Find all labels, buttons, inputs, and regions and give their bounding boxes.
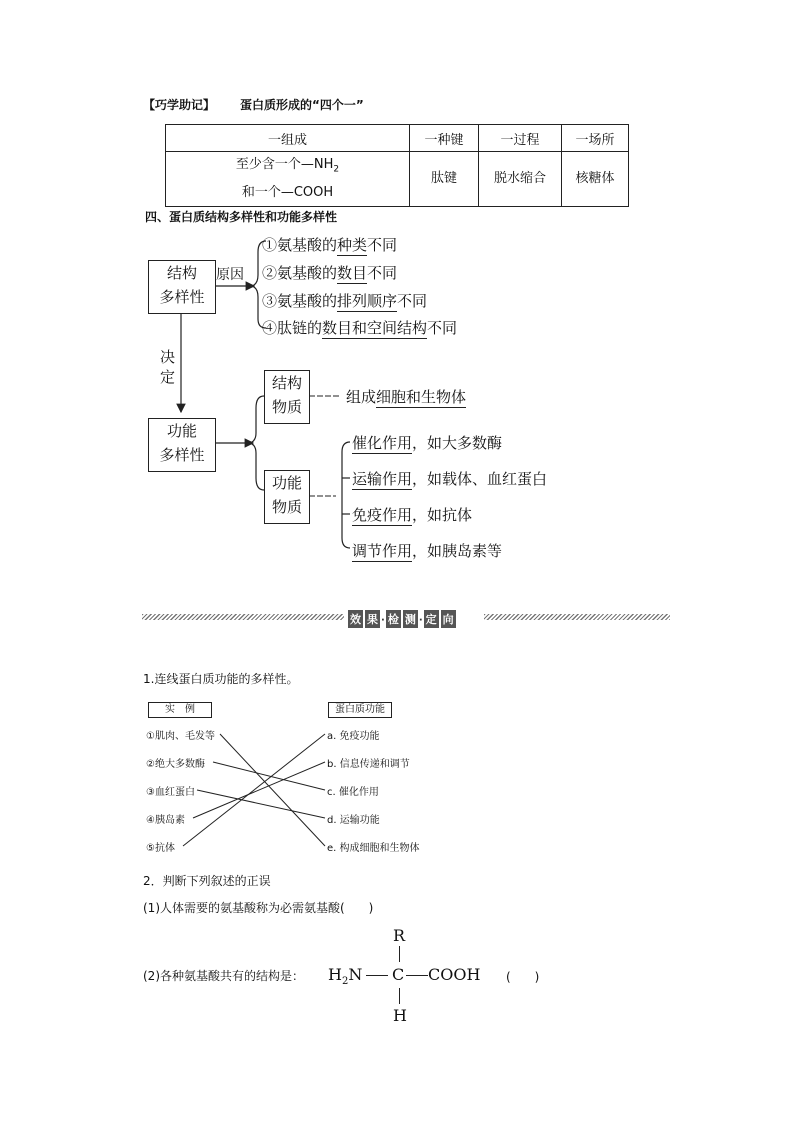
q1-title: 1.连线蛋白质功能的多样性。 — [143, 672, 299, 686]
q1-left-2: ②绝大多数酶 — [146, 759, 205, 770]
q1-right-c: c. 催化作用 — [327, 787, 379, 798]
cell-bond: 肽键 — [410, 152, 479, 207]
cause-2: ②氨基酸的数目不同 — [262, 264, 398, 282]
q1-left-3: ③血红蛋白 — [146, 787, 195, 798]
function-transport: 运输作用，如载体、血红蛋白 — [352, 470, 548, 488]
formula-r: R — [393, 926, 406, 945]
q2-item2-blank: ( ) — [506, 970, 540, 984]
q1-right-e: e. 构成细胞和生物体 — [327, 843, 420, 854]
q1-left-4: ④胰岛素 — [146, 815, 185, 826]
q1-right-a: a. 免疫功能 — [327, 731, 380, 742]
composition-sub: 2 — [333, 164, 340, 175]
cause-4: ④肽链的数目和空间结构不同 — [262, 319, 458, 337]
formula-cooh: COOH — [428, 965, 481, 984]
q2-item1: (1)人体需要的氨基酸称为必需氨基酸( ) — [143, 901, 374, 915]
formula-bond-left — [366, 975, 388, 976]
cell-site: 核糖体 — [562, 152, 629, 207]
function-immunity: 免疫作用，如抗体 — [352, 506, 473, 524]
cell-process: 脱水缩合 — [479, 152, 562, 207]
section-banner: 效 果 · 检 测 · 定 向 — [347, 608, 457, 628]
section4-title: 四、蛋白质结构多样性和功能多样性 — [145, 210, 338, 224]
q2-item2-text: (2)各种氨基酸共有的结构是： — [143, 969, 304, 983]
formula-bond-top — [399, 946, 400, 962]
formula-bond-bottom — [399, 988, 400, 1004]
header-bond: 一种键 — [410, 125, 479, 152]
composition-line1: 至少含一个—NH — [235, 156, 334, 172]
tip-prefix: 【巧学助记】 — [143, 98, 216, 112]
function-catalysis: 催化作用，如大多数酶 — [352, 434, 503, 452]
match-line-3-d — [197, 790, 325, 818]
structural-matter-box: 结构 物质 — [264, 370, 310, 424]
structural-matter-text: 组成细胞和生物体 — [346, 388, 467, 406]
cause-label: 原因 — [216, 267, 244, 283]
match-line-4-b — [193, 762, 325, 818]
formula-amino: $H_2N$ — [328, 965, 363, 988]
tip-title: 蛋白质形成的“四个一” — [240, 98, 364, 112]
q1-left-5: ⑤抗体 — [146, 843, 175, 854]
structure-diversity-box: 结构 多样性 — [148, 260, 216, 314]
match-line-1-e — [220, 734, 325, 846]
q1-right-d: d. 运输功能 — [327, 815, 380, 826]
formula-c: C — [392, 965, 405, 984]
cause-3: ③氨基酸的排列顺序不同 — [262, 292, 428, 310]
decide-label: 决 定 — [160, 348, 176, 386]
q1-left-1: ①肌肉、毛发等 — [146, 731, 215, 742]
match-line-5-a — [183, 734, 325, 846]
formula-h: H — [393, 1006, 407, 1025]
cause-1: ①氨基酸的种类不同 — [262, 236, 398, 254]
q1-left-header: 实 例 — [148, 702, 212, 718]
header-site: 一场所 — [562, 125, 629, 152]
function-regulation: 调节作用，如胰岛素等 — [352, 542, 503, 560]
header-composition: 一组成 — [166, 125, 410, 152]
q2-title: 2．判断下列叙述的正误 — [143, 874, 271, 888]
composition-line2: 和一个—COOH — [241, 185, 334, 201]
q1-right-b: b. 信息传递和调节 — [327, 759, 410, 770]
q1-right-header: 蛋白质功能 — [328, 702, 392, 718]
functional-matter-box: 功能 物质 — [264, 470, 310, 524]
header-process: 一过程 — [479, 125, 562, 152]
function-diversity-box: 功能 多样性 — [148, 418, 216, 472]
formula-bond-right — [406, 975, 428, 976]
